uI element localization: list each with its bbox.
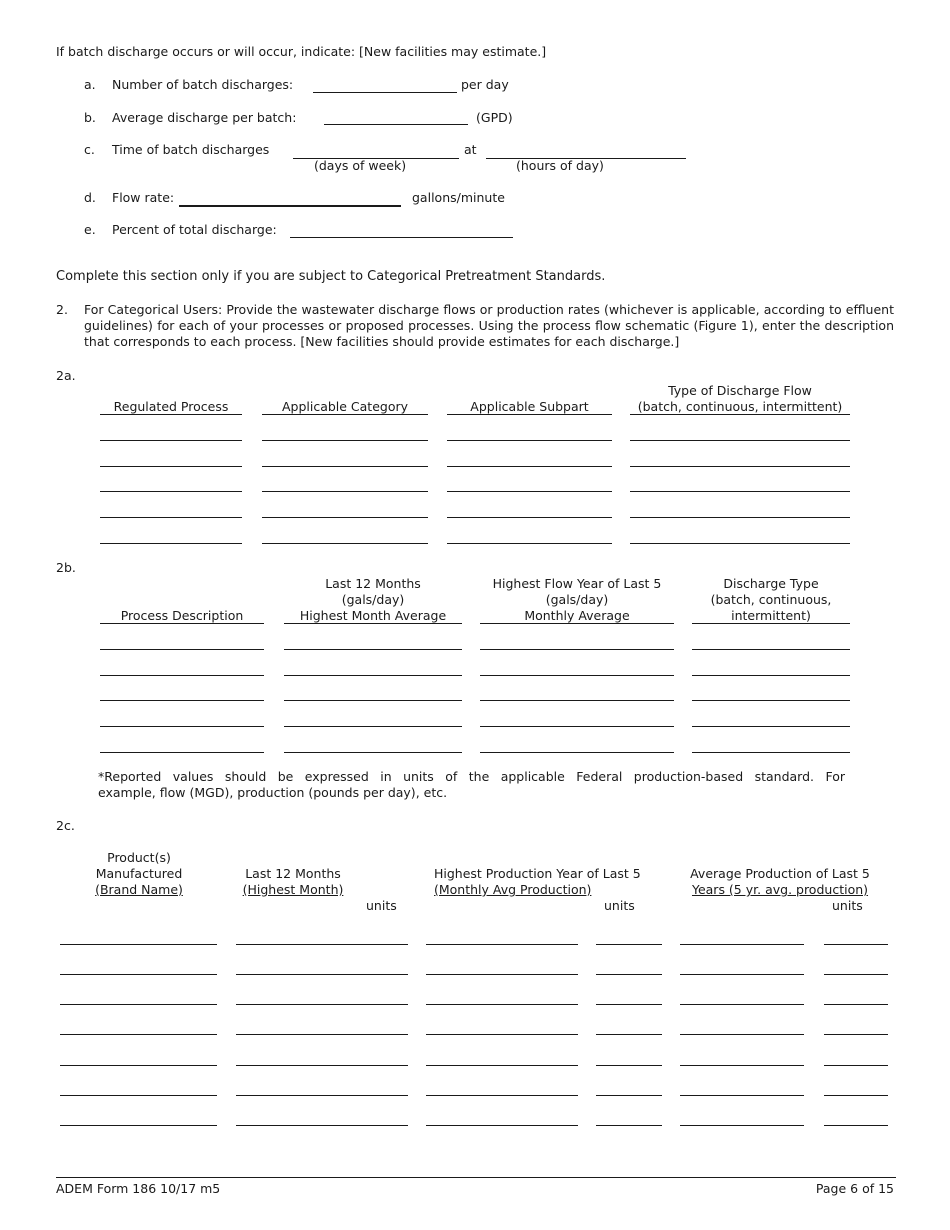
t2c-cell[interactable] xyxy=(596,1081,662,1096)
item-c-sub2: (hours of day) xyxy=(516,158,604,173)
t2b-col2-l2: (gals/day) xyxy=(341,592,405,607)
t2b-col4-l1: Discharge Type xyxy=(723,576,819,591)
t2b-col-process-description: Process Description xyxy=(120,608,244,623)
t2c-cell[interactable] xyxy=(680,960,804,975)
t2c-cell[interactable] xyxy=(680,990,804,1005)
t2c-cell[interactable] xyxy=(596,960,662,975)
t2c-cell[interactable] xyxy=(680,1081,804,1096)
t2c-cell[interactable] xyxy=(358,1111,408,1126)
t2b-cell[interactable] xyxy=(692,738,850,753)
t2a-cell[interactable] xyxy=(262,503,428,518)
t2c-col1-l3: (Brand Name) xyxy=(95,882,183,897)
t2c-cell[interactable] xyxy=(358,1051,408,1066)
t2c-cell[interactable] xyxy=(596,1111,662,1126)
t2c-units-2: units xyxy=(604,898,635,913)
t2b-cell[interactable] xyxy=(284,738,462,753)
table-2c-label: 2c. xyxy=(56,818,75,833)
t2c-cell[interactable] xyxy=(236,930,367,945)
item-c-at: at xyxy=(464,142,477,157)
t2b-col4-l3: intermittent) xyxy=(731,608,811,623)
t2b-cell[interactable] xyxy=(692,635,850,650)
t2a-cell[interactable] xyxy=(262,529,428,544)
t2b-header-rule xyxy=(692,623,850,624)
days-of-week-field[interactable] xyxy=(293,144,459,159)
t2b-cell[interactable] xyxy=(100,686,264,701)
t2b-col3-l1: Highest Flow Year of Last 5 xyxy=(492,576,662,591)
item2-number: 2. xyxy=(56,302,68,317)
item-b-letter: b. xyxy=(84,110,96,125)
t2c-cell[interactable] xyxy=(358,960,408,975)
t2b-col4-l2: (batch, continuous, xyxy=(710,592,832,607)
t2c-cell[interactable] xyxy=(824,1111,888,1126)
t2c-cell[interactable] xyxy=(236,990,367,1005)
t2c-cell[interactable] xyxy=(426,990,578,1005)
t2a-cell[interactable] xyxy=(262,426,428,441)
t2c-cell[interactable] xyxy=(824,1081,888,1096)
t2b-cell[interactable] xyxy=(480,738,674,753)
t2c-col2-l1: Last 12 Months xyxy=(245,866,341,881)
t2a-header-rule xyxy=(100,414,242,415)
t2c-cell[interactable] xyxy=(60,1081,217,1096)
t2c-units-1: units xyxy=(366,898,397,913)
t2b-header-rule xyxy=(284,623,462,624)
t2a-cell[interactable] xyxy=(100,529,242,544)
t2a-col-type-l1: Type of Discharge Flow xyxy=(668,383,812,398)
t2b-cell[interactable] xyxy=(692,661,850,676)
t2c-cell[interactable] xyxy=(60,1111,217,1126)
t2c-cell[interactable] xyxy=(60,1020,217,1035)
t2a-header-rule xyxy=(447,414,612,415)
t2a-col-applicable-subpart: Applicable Subpart xyxy=(470,399,589,414)
t2b-col3-l3: Monthly Average xyxy=(524,608,630,623)
t2c-cell[interactable] xyxy=(680,1111,804,1126)
t2c-units-3: units xyxy=(832,898,863,913)
t2c-col3-l1: Highest Production Year of Last 5 xyxy=(434,866,641,881)
t2a-cell[interactable] xyxy=(100,477,242,492)
t2c-cell[interactable] xyxy=(236,1051,367,1066)
t2b-col2-l3: Highest Month Average xyxy=(299,608,447,623)
t2c-cell[interactable] xyxy=(358,1081,408,1096)
t2a-col-regulated-process: Regulated Process xyxy=(113,399,229,414)
t2b-col3-l2: (gals/day) xyxy=(545,592,609,607)
t2b-cell[interactable] xyxy=(480,686,674,701)
t2c-col1-l2: Manufactured xyxy=(95,866,183,881)
t2c-cell[interactable] xyxy=(680,1020,804,1035)
t2b-cell[interactable] xyxy=(100,712,264,727)
t2a-cell[interactable] xyxy=(630,477,850,492)
t2a-cell[interactable] xyxy=(262,477,428,492)
t2a-cell[interactable] xyxy=(630,426,850,441)
t2c-cell[interactable] xyxy=(824,990,888,1005)
t2c-cell[interactable] xyxy=(596,990,662,1005)
flow-rate-field[interactable] xyxy=(179,191,401,207)
t2c-cell[interactable] xyxy=(236,1020,367,1035)
item-e-label: Percent of total discharge: xyxy=(112,222,277,237)
t2b-cell[interactable] xyxy=(480,712,674,727)
t2a-col-type-l2: (batch, continuous, intermittent) xyxy=(637,399,843,414)
t2c-cell[interactable] xyxy=(426,1111,578,1126)
t2b-cell[interactable] xyxy=(284,686,462,701)
footer-rule xyxy=(56,1177,896,1178)
t2b-cell[interactable] xyxy=(480,635,674,650)
table-2b-label: 2b. xyxy=(56,560,76,575)
t2c-cell[interactable] xyxy=(824,930,888,945)
table-2a-label: 2a. xyxy=(56,368,76,383)
section-note: Complete this section only if you are subject to Categorical Pretreatment Standards. xyxy=(56,269,606,284)
t2c-col4-l2: Years (5 yr. avg. production) xyxy=(691,882,869,897)
t2b-cell[interactable] xyxy=(692,686,850,701)
t2c-cell[interactable] xyxy=(824,960,888,975)
item-a-unit: per day xyxy=(461,77,509,92)
t2b-cell[interactable] xyxy=(100,661,264,676)
t2a-cell[interactable] xyxy=(100,503,242,518)
t2a-cell[interactable] xyxy=(630,452,850,467)
item2-line1: For Categorical Users: Provide the wastewater discharge flows or production rates (whichever is applicable, according to effluent xyxy=(84,302,894,317)
t2c-cell[interactable] xyxy=(426,960,578,975)
t2c-cell[interactable] xyxy=(596,1051,662,1066)
t2c-cell[interactable] xyxy=(426,1081,578,1096)
t2c-cell[interactable] xyxy=(60,1051,217,1066)
t2b-header-rule xyxy=(100,623,264,624)
t2c-cell[interactable] xyxy=(60,930,217,945)
t2c-col2-l2: (Highest Month) xyxy=(242,882,344,897)
avg-discharge-field[interactable] xyxy=(324,110,468,125)
t2b-cell[interactable] xyxy=(100,635,264,650)
t2c-cell[interactable] xyxy=(596,930,662,945)
t2b-cell[interactable] xyxy=(100,738,264,753)
item2-line2: guidelines) for each of your processes or proposed processes. Using the process flow schematic (Figure 1), enter the description xyxy=(84,318,894,333)
t2c-cell[interactable] xyxy=(824,1051,888,1066)
t2c-cell[interactable] xyxy=(824,1020,888,1035)
t2b-col2-l1: Last 12 Months xyxy=(325,576,421,591)
t2b-note-l2: example, flow (MGD), production (pounds per day), etc. xyxy=(98,785,448,800)
t2c-cell[interactable] xyxy=(426,1051,578,1066)
item-e-letter: e. xyxy=(84,222,96,237)
t2c-cell[interactable] xyxy=(680,1051,804,1066)
t2c-cell[interactable] xyxy=(60,960,217,975)
item-d-label: Flow rate: xyxy=(112,190,175,205)
t2a-cell[interactable] xyxy=(100,452,242,467)
t2c-cell[interactable] xyxy=(358,990,408,1005)
t2c-cell[interactable] xyxy=(426,1020,578,1035)
t2a-header-rule xyxy=(262,414,428,415)
item-d-letter: d. xyxy=(84,190,96,205)
item-d-unit: gallons/minute xyxy=(412,190,505,205)
t2b-cell[interactable] xyxy=(284,635,462,650)
item-c-sub1: (days of week) xyxy=(314,158,407,173)
item-c-letter: c. xyxy=(84,142,95,157)
item-a-letter: a. xyxy=(84,77,96,92)
t2c-col3-l2: (Monthly Avg Production) xyxy=(434,882,592,897)
item-a-label: Number of batch discharges: xyxy=(112,77,294,92)
t2b-cell[interactable] xyxy=(284,712,462,727)
item-c-label: Time of batch discharges xyxy=(112,142,270,157)
t2b-note-l1: *Reported values should be expressed in units of the applicable Federal production-based standard. For xyxy=(98,769,845,784)
t2c-cell[interactable] xyxy=(236,1081,367,1096)
t2a-cell[interactable] xyxy=(447,503,612,518)
t2a-cell[interactable] xyxy=(100,426,242,441)
batch-count-field[interactable] xyxy=(313,78,457,93)
t2c-cell[interactable] xyxy=(358,930,408,945)
t2c-cell[interactable] xyxy=(680,930,804,945)
t2a-cell[interactable] xyxy=(630,529,850,544)
t2c-cell[interactable] xyxy=(358,1020,408,1035)
footer-form-id: ADEM Form 186 10/17 m5 xyxy=(56,1181,221,1196)
t2a-cell[interactable] xyxy=(630,503,850,518)
item2-line3: that corresponds to each process. [New facilities should provide estimates for each discharge.] xyxy=(84,334,680,349)
item-b-label: Average discharge per batch: xyxy=(112,110,297,125)
t2a-cell[interactable] xyxy=(447,426,612,441)
t2b-cell[interactable] xyxy=(480,661,674,676)
hours-of-day-field[interactable] xyxy=(486,144,686,159)
t2c-cell[interactable] xyxy=(236,960,367,975)
t2c-col4-l1: Average Production of Last 5 xyxy=(690,866,870,881)
t2c-cell[interactable] xyxy=(60,990,217,1005)
t2a-header-rule xyxy=(630,414,850,415)
t2c-cell[interactable] xyxy=(426,930,578,945)
t2a-col-applicable-category: Applicable Category xyxy=(281,399,409,414)
footer-page-number: Page 6 of 15 xyxy=(815,1181,894,1196)
t2b-header-rule xyxy=(480,623,674,624)
item-b-unit: (GPD) xyxy=(476,110,513,125)
percent-discharge-field[interactable] xyxy=(290,223,513,238)
t2a-cell[interactable] xyxy=(447,529,612,544)
t2a-cell[interactable] xyxy=(447,452,612,467)
t2c-col1-l1: Product(s) xyxy=(107,850,171,865)
t2c-cell[interactable] xyxy=(236,1111,367,1126)
t2a-cell[interactable] xyxy=(447,477,612,492)
t2a-cell[interactable] xyxy=(262,452,428,467)
t2b-cell[interactable] xyxy=(284,661,462,676)
t2c-cell[interactable] xyxy=(596,1020,662,1035)
batch-intro: If batch discharge occurs or will occur, indicate: [New facilities may estimate.] xyxy=(56,44,547,59)
t2b-cell[interactable] xyxy=(692,712,850,727)
